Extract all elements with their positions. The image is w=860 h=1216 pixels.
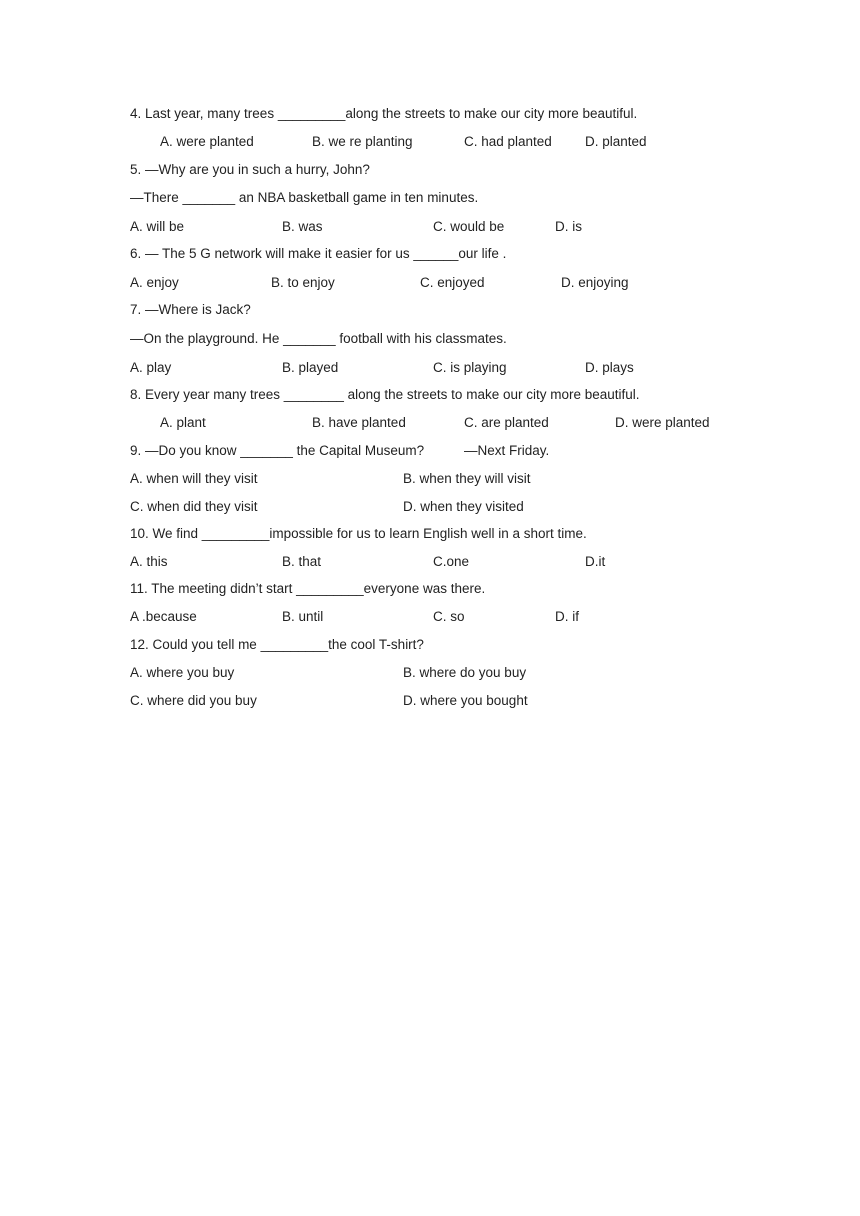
question-12-option-a: A. where you buy [130,665,235,680]
question-5-stem: 5. —Why are you in such a hurry, John? [130,162,370,177]
question-4-option-d: D. planted [585,134,647,149]
question-4-option-a: A. were planted [160,134,254,149]
question-12-option-b: B. where do you buy [403,665,527,680]
question-7-option-b: B. played [282,360,339,375]
question-4-option-c: C. had planted [464,134,552,149]
question-11-option-c: C. so [433,609,465,624]
question-12-option-d: D. where you bought [403,693,528,708]
question-7-option-c: C. is playing [433,360,507,375]
question-10-option-c: C.one [433,554,470,569]
question-10-option-a: A. this [130,554,168,569]
question-7-response: —On the playground. He _______ football with his classmates. [130,331,507,346]
question-5-option-b: B. was [282,219,323,234]
question-9-answer-hint: —Next Friday. [464,443,550,458]
question-6-option-c: C. enjoyed [420,275,485,290]
question-11-option-d: D. if [555,609,580,624]
question-8-option-c: C. are planted [464,415,549,430]
question-6-option-a: A. enjoy [130,275,179,290]
question-7-option-a: A. play [130,360,172,375]
question-7-stem: 7. —Where is Jack? [130,302,251,317]
question-11-option-a: A .because [130,609,197,624]
question-7-option-d: D. plays [585,360,634,375]
question-11-option-b: B. until [282,609,324,624]
question-9-option-a: A. when will they visit [130,471,258,486]
question-10-option-b: B. that [282,554,322,569]
question-9-option-c: C. when did they visit [130,499,258,514]
question-10-stem: 10. We find _________impossible for us to learn English well in a short time. [130,526,587,541]
question-10-option-d: D.it [585,554,606,569]
question-6-option-b: B. to enjoy [271,275,335,290]
question-5-response: —There _______ an NBA basketball game in ten minutes. [130,190,479,205]
question-4-option-b: B. we re planting [312,134,413,149]
question-9-option-d: D. when they visited [403,499,524,514]
question-8-stem: 8. Every year many trees ________ along the streets to make our city more beautiful. [130,387,640,402]
question-6-option-d: D. enjoying [561,275,629,290]
question-12-stem: 12. Could you tell me _________the cool T-shirt? [130,637,424,652]
question-12-option-c: C. where did you buy [130,693,257,708]
question-5-option-c: C. would be [433,219,505,234]
question-8-option-d: D. were planted [615,415,710,430]
question-5-option-a: A. will be [130,219,185,234]
question-6-stem: 6. — The 5 G network will make it easier for us ______our life . [130,246,507,261]
question-8-option-a: A. plant [160,415,206,430]
question-9-stem: 9. —Do you know _______ the Capital Museum? [130,443,425,458]
question-9-option-b: B. when they will visit [403,471,531,486]
question-8-option-b: B. have planted [312,415,406,430]
question-5-option-d: D. is [555,219,582,234]
question-4-stem: 4. Last year, many trees _________along the streets to make our city more beautiful. [130,106,638,121]
question-11-stem: 11. The meeting didn’t start _________everyone was there. [130,581,486,596]
